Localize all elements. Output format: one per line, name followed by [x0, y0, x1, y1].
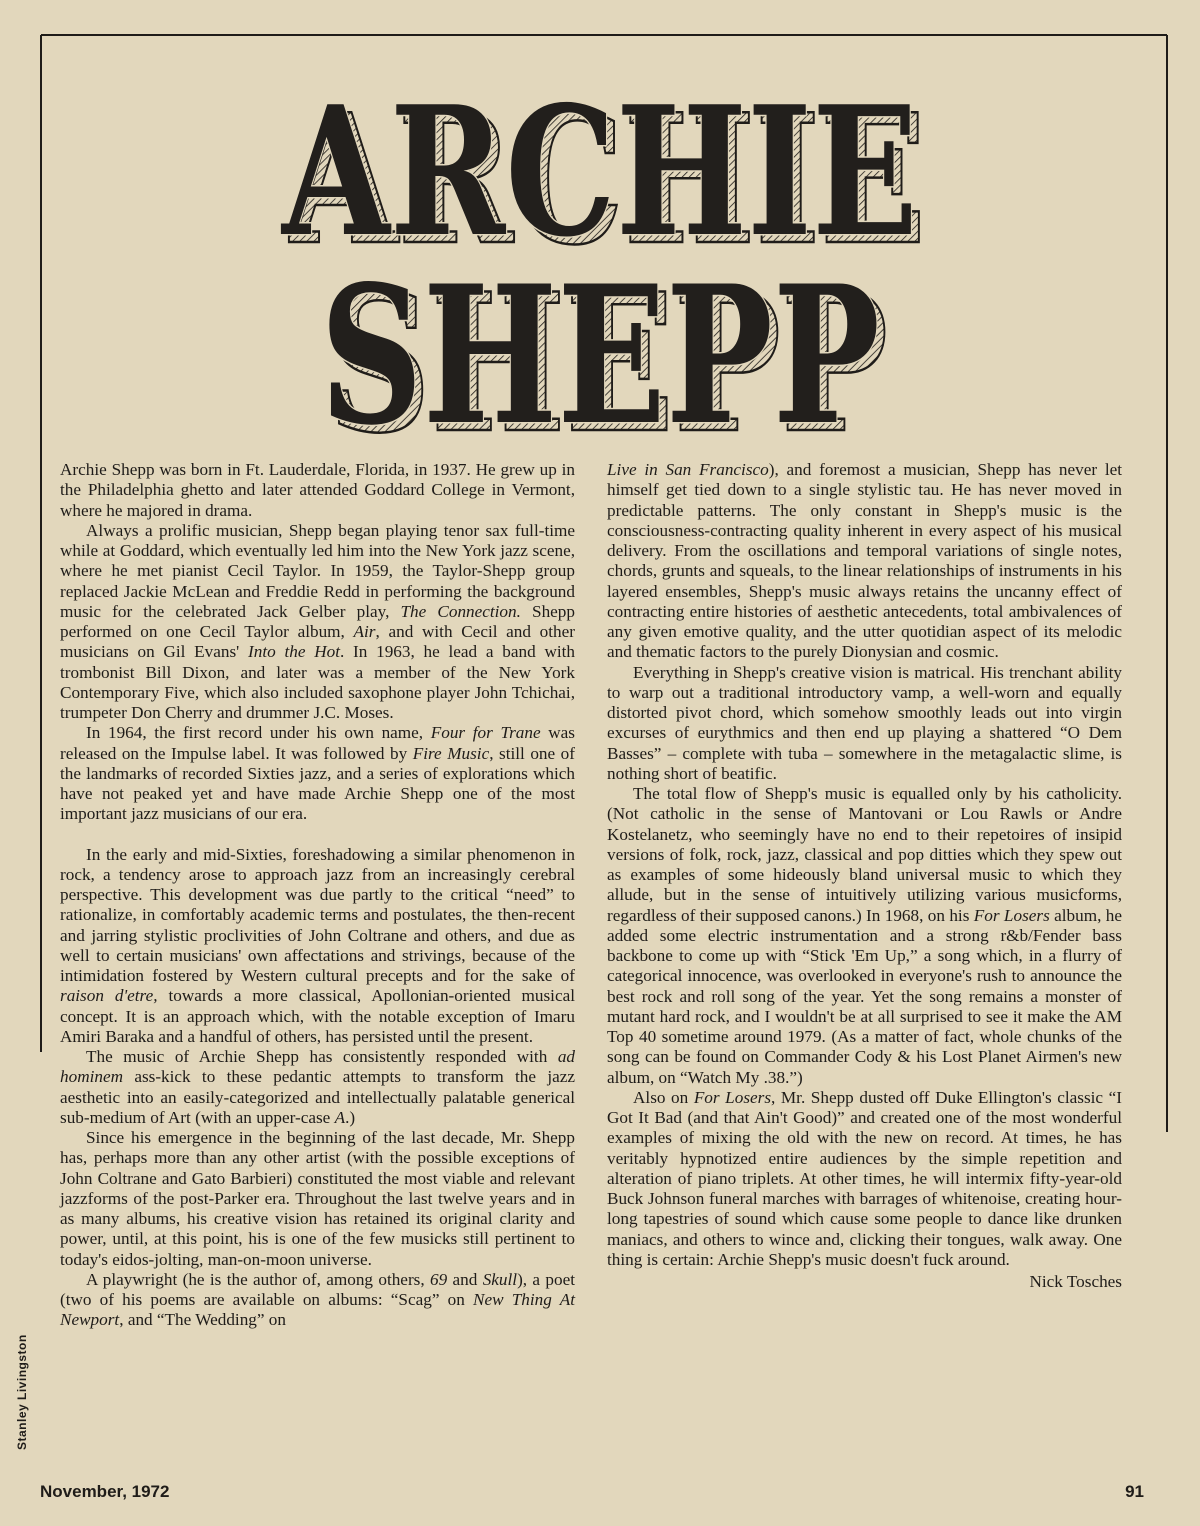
page-number: 91	[1125, 1482, 1144, 1501]
paragraph: In the early and mid-Sixties, foreshadowing a similar phenomenon in rock, a tendency arose to approach jazz from an increasingly cerebral perspective. This development was due partly to the critical “need” to rationalize, in comfortably academic terms and postulates, the then-recent and jarring stylistic proclivities of John Coltrane and others, and due as well to certain musicians' own affectations and strivings, because of the intimidation fostered by Western cultural precepts and for the sake of raison d'etre, towards a more classical, Apollonian-oriented musical concept. It is an approach which, with the notable exception of Imaru Amiri Baraka and a handful of others, has persisted until the present.	[60, 844, 575, 1046]
paragraph: The music of Archie Shepp has consistently responded with ad hominem ass-kick to these pedantic attempts to transform the jazz aesthetic into an easily-categorized and intellectually palatable generical sub-medium of Art (with an upper-case A.)	[60, 1047, 575, 1127]
title-line-2-shadow: SHEPP	[328, 252, 888, 460]
paragraph: Archie Shepp was born in Ft. Lauderdale, Florida, in 1937. He grew up in the Philadelphia ghetto and later attended Goddard College in Vermont, where he majored in drama.	[60, 460, 575, 520]
paragraph: Always a prolific musician, Shepp began playing tenor sax full-time while at Goddard, which eventually led him into the New York jazz scene, where he met pianist Cecil Taylor. In 1959, the Taylor-Shepp group replaced Jackie McLean and Freddie Redd in performing the background music for the celebrated Jack Gelber play, The Connection. Shepp performed on one Cecil Taylor album, Air, and with Cecil and other musicians on Gil Evans' Into the Hot. In 1963, he lead a band with trombonist Bill Dixon, and later was a member of the New York Contemporary Five, which also included saxophone player John Tchichai, trumpeter Don Cherry and drummer J.C. Moses.	[60, 520, 576, 722]
paragraph: Also on For Losers, Mr. Shepp dusted off Duke Ellington's classic “I Got It Bad (and that Ain't Good)” and created one of the most wonderful examples of mixing the old with the new on record. At times, he has veritably hypnotized entire audiences by the simple repetition and alteration of piano triplets. At other times, he will intermix fifty-year-old Buck Johnson funeral marches with barrages of whitenoise, creating hour-long tapestries of sound which cause some people to dance like drunken maniacs, and others to wince and, clicking their tongues, walk away. One thing is certain: Archie Shepp's music doesn't fuck around.	[607, 1087, 1122, 1269]
paragraph: Since his emergence in the beginning of the last decade, Mr. Shepp has, perhaps more than any other artist (with the possible exceptions of John Coltrane and Gato Barbieri) constituted the most viable and relevant jazzforms of the post-Parker era. Throughout the last twelve years and in as many albums, his creative vision has retained its original clarity and power, until, at this point, his is one of the few musicks still pertinent to today's eidos-jolting, man-on-moon universe.	[60, 1128, 575, 1269]
title-line-1-shadow: ARCHIE	[288, 75, 926, 284]
paragraph: A playwright (he is the author of, among others, 69 and Skull), a poet (two of his poems are available on albums: “Scag” on New Thing At Newport, and “The Wedding” on	[60, 1269, 575, 1330]
author-signature: Nick Tosches	[1029, 1272, 1122, 1291]
paragraph: The total flow of Shepp's music is equalled only by his catholicity. (Not catholic in the sense of Mantovani or Lou Rawls or Andre Kostelanetz, who seemingly have no end to their repetoires of insipid versions of folk, rock, jazz, classical and pop ditties which they spew out as examples of some hideously bland universal music to which they allude, but in the sense of intuitively utilizing various musicforms, regardless of their supposed canons.) In 1968, on his For Losers album, he added some electric instrumentation and a strong r&b/Fender bass backbone to come up with “Stick 'Em Up,” a song which, in a flurry of categorical innocence, was overlooked in everyone's rush to announce the best rock and roll song of the year. Yet the song remains a monster of mutant hard rock, and I wouldn't be at all surprised to see it make the AM Top 40 sometime around 1979. (As a matter of fact, whole chunks of the song can be found on Commander Cody & his Lost Planet Airmen's new album, on “Watch My .38.”)	[607, 784, 1122, 1087]
photo-credit: Stanley Livingston	[15, 1334, 29, 1450]
footer-date: November, 1972	[40, 1482, 170, 1501]
article-column-left	[60, 460, 575, 1331]
paragraph: In 1964, the first record under his own name, Four for Trane was released on the Impulse label. It was followed by Fire Music, still one of the landmarks of recorded Sixties jazz, and a series of explorations which have not peaked yet and have made Archie Shepp one of the most important jazz musicians of our era.	[60, 723, 575, 824]
paragraph: Live in San Francisco), and foremost a musician, Shepp has never let himself get tied down to a single stylistic tau. He has never moved in predictable patterns. The only constant in Shepp's music is the consciousness-contracting quality inherent in every aspect of his musical delivery. From the oscillations and temporal variations of single notes, chords, grunts and squeals, to the linear relationships of instruments in his layered ensembles, Shepp's music always retains the uncanny effect of contracting entire histories of aesthetic antecedents, total ambivalences of any given emotive quality, and the utter quotidian aspect of its melodic and thematic factors to the purely Dionysian and cosmic.	[607, 460, 1122, 662]
paragraph: Everything in Shepp's creative vision is matrical. His trenchant ability to warp out a traditional introductory vamp, a well-worn and equally distorted pivot chord, which somehow smoothly leads out into virgin excurses of eurythmics and then end up playing a shattered “O Dem Basses” – complete with tuba – somewhere in the metagalactic slime, is nothing short of beatific.	[607, 662, 1122, 783]
article-column-right	[607, 460, 1122, 1292]
title-line-2: SHEPP	[320, 244, 880, 460]
title-logo	[240, 60, 960, 460]
title-line-1: ARCHIE	[280, 67, 918, 276]
